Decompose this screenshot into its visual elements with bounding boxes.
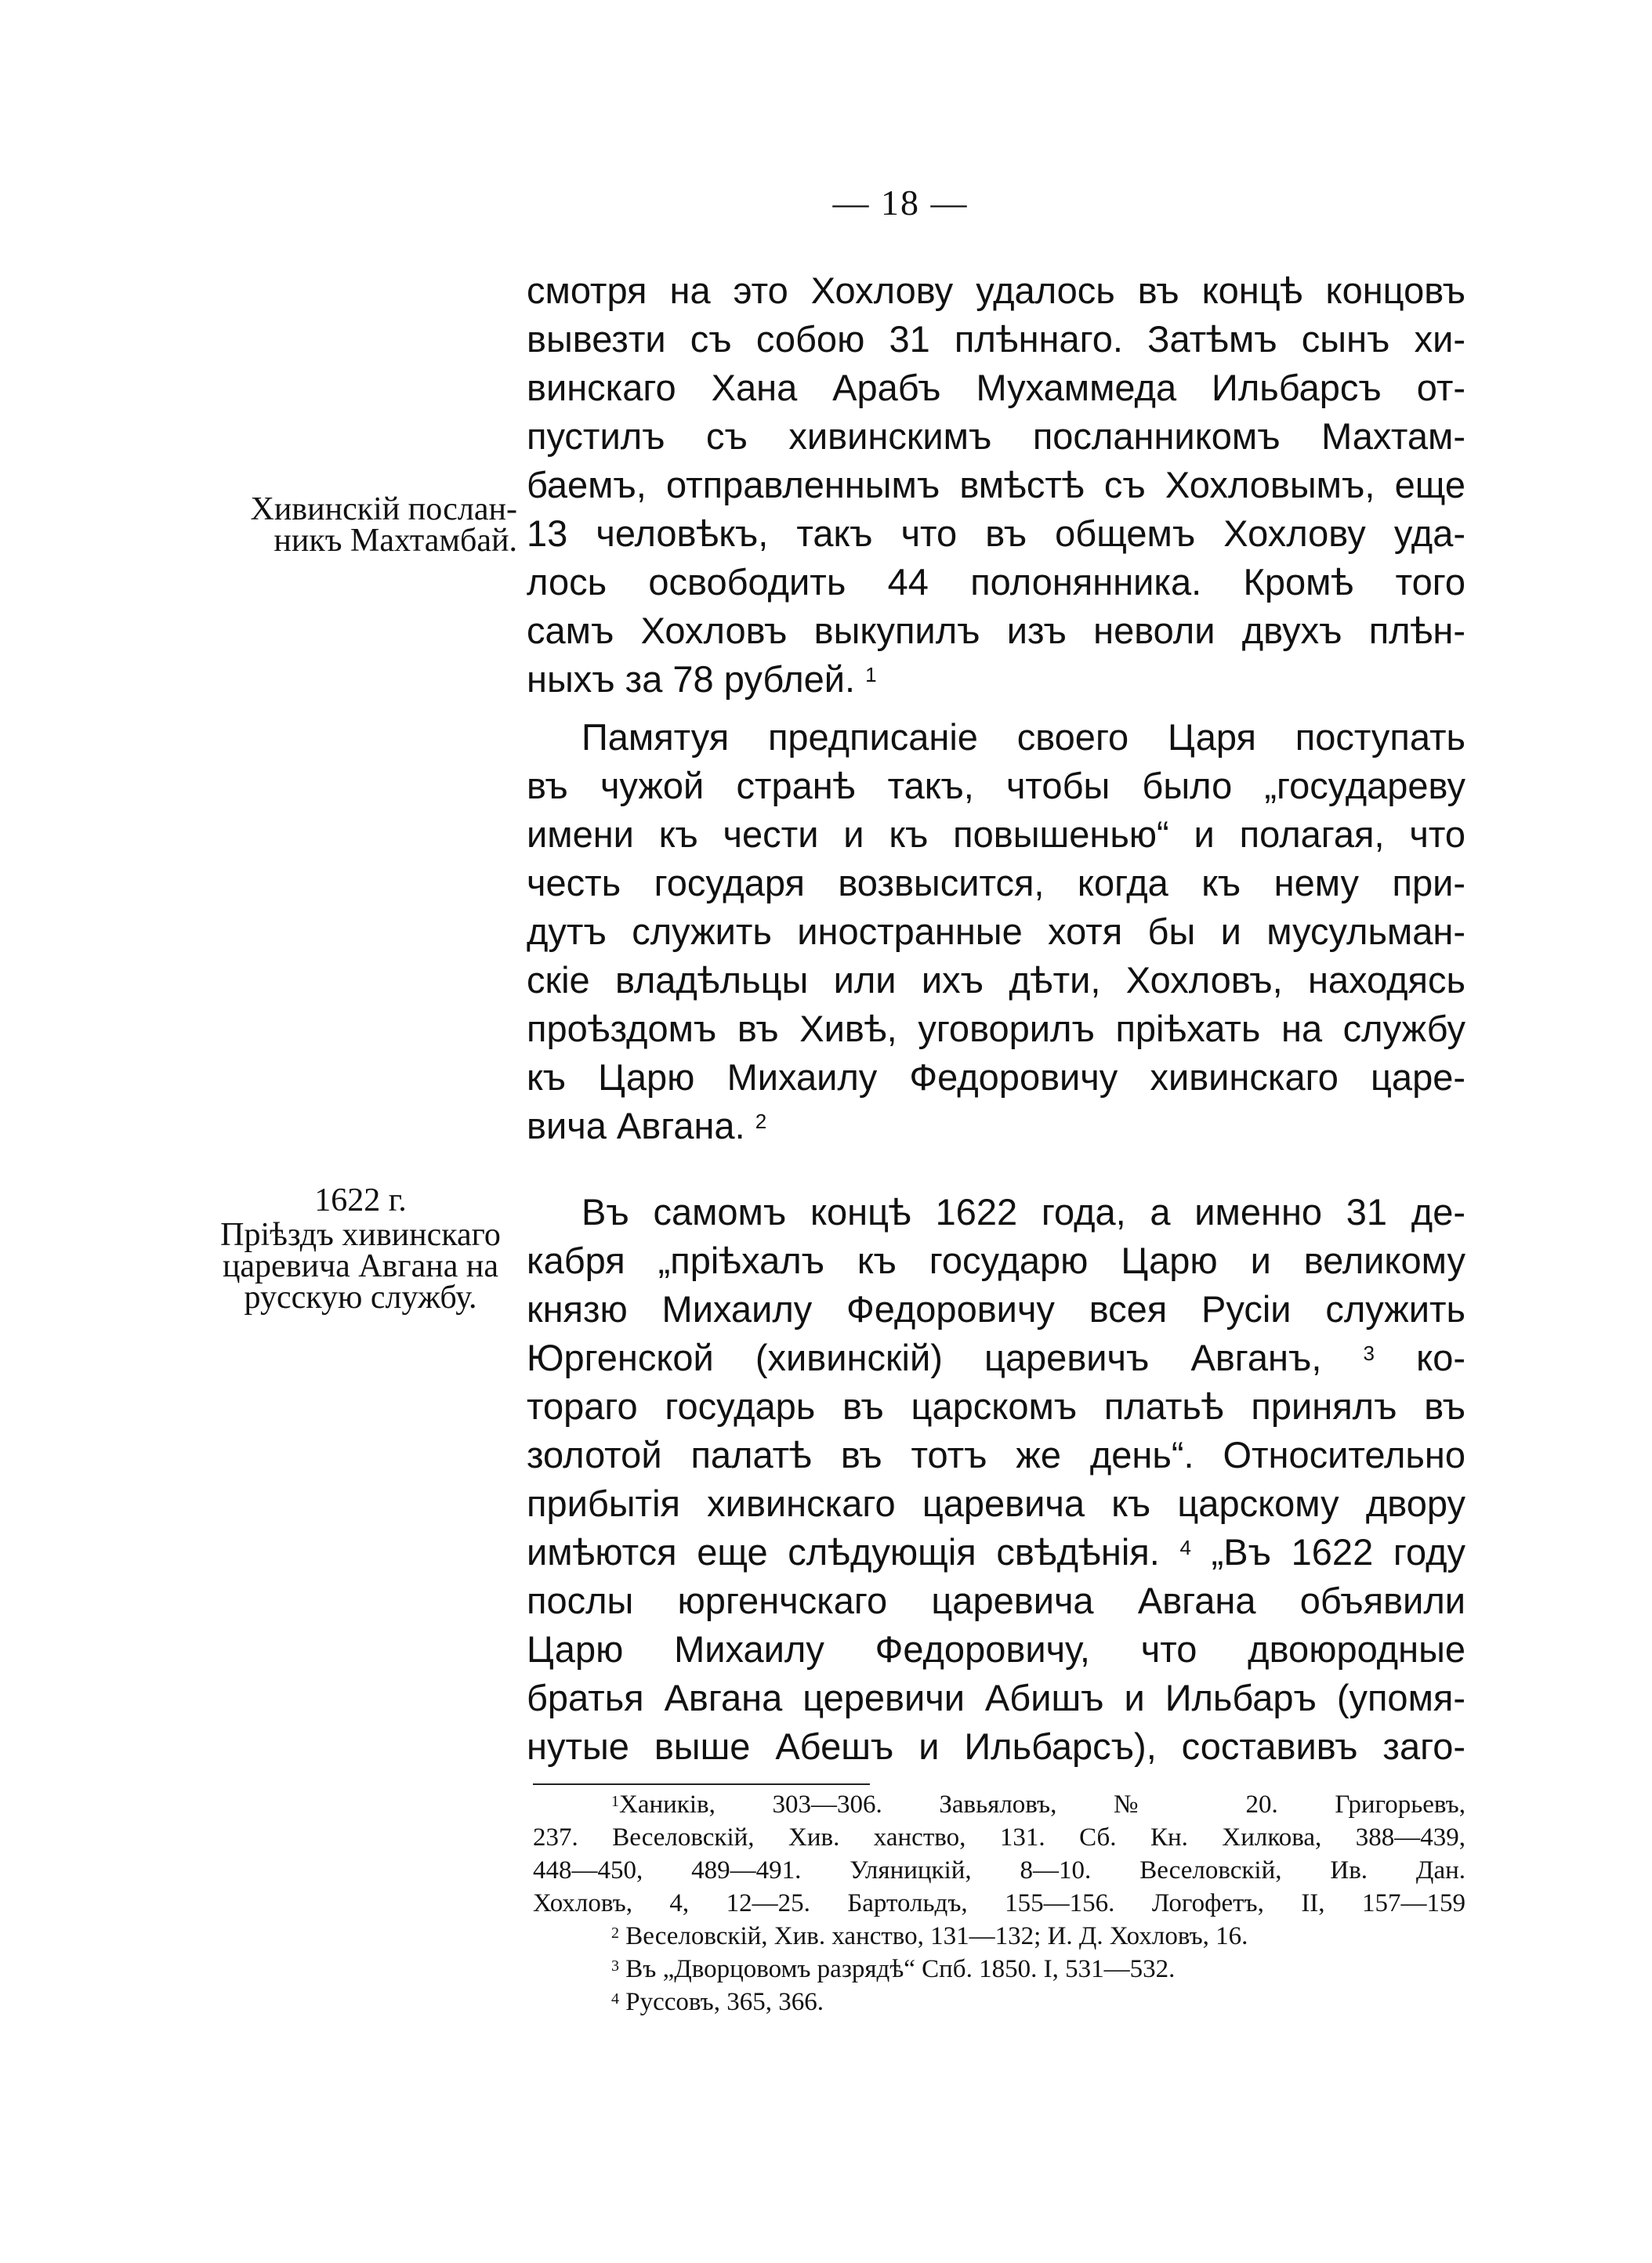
text-fragment: имѣются еще слѣдующія свѣдѣнія. — [527, 1531, 1160, 1573]
footnote-text: Въ „Дворцовомъ разрядѣ“ Спб. 1850. I, 531—532. — [625, 1955, 1176, 1983]
text-line: золотой палатѣ въ тотъ же день“. Относительно — [527, 1434, 1465, 1475]
text-line — [527, 1102, 1465, 1150]
main-text — [527, 266, 1465, 1771]
footnote-1-line: 237. Веселовскій, Хив. ханство, 131. Сб. Кн. Хилкова, 388—439, — [533, 1823, 1465, 1852]
text-line: князю Михаилу Федоровичу всея Русіи служить — [527, 1288, 1465, 1330]
text-fragment: „Въ 1622 году — [1190, 1531, 1466, 1573]
footnote-ref: 3 — [1363, 1342, 1375, 1365]
text-line: смотря на это Хохлову удалось въ концѣ концовъ — [527, 270, 1465, 311]
text-fragment: ко- — [1375, 1337, 1465, 1378]
paragraph-3 — [527, 1188, 1465, 1771]
footnote-number: 2 — [611, 1924, 619, 1942]
margin-note-arrival — [196, 1182, 525, 1316]
text-line: самъ Хохловъ выкупилъ изъ неволи двухъ плѣн- — [527, 610, 1465, 651]
footnotes — [533, 1788, 1465, 2019]
text-line: честь государя возвысится, когда къ нему при- — [527, 862, 1465, 903]
margin-note-line: царевича Авгана на — [222, 1248, 499, 1284]
footnote-text: Руссовъ, 365, 366. — [625, 1988, 824, 2016]
text-line: въ чужой странѣ такъ, чтобы было „государеву — [527, 765, 1465, 806]
margin-note-envoy — [188, 491, 517, 559]
footnote-2 — [533, 1920, 1465, 1953]
text-line: винскаго Хана Арабъ Мухаммеда Ильбарсъ от- — [527, 367, 1465, 408]
text-fragment: вича Авгана. — [527, 1105, 755, 1146]
margin-note-line: Пріѣздъ хивинскаго — [220, 1217, 501, 1253]
text-line: баемъ, отправленнымъ вмѣстѣ съ Хохловымъ, еще — [527, 464, 1465, 505]
footnote-1-line: Хохловъ, 4, 12—25. Бартольдъ, 155—156. Логофетъ, II, 157—159 — [533, 1889, 1465, 1917]
footnote-divider — [533, 1783, 870, 1785]
page-number: — 18 — — [832, 183, 969, 223]
margin-note-year: 1622 г. — [314, 1182, 407, 1218]
text-fragment: Юргенской (хивинскій) царевичъ Авганъ, — [527, 1337, 1322, 1378]
text-line: братья Авгана церевичи Абишъ и Ильбаръ (упомя- — [527, 1677, 1465, 1718]
footnote-4 — [533, 1986, 1465, 2019]
text-line: дутъ служить иностранные хотя бы и мусульман- — [527, 911, 1465, 952]
text-line: тораго государь въ царскомъ платьѣ принялъ въ — [527, 1385, 1465, 1427]
margin-note-line: никъ Махтамбай. — [274, 523, 517, 559]
footnote-number: 4 — [611, 1990, 619, 2008]
text-line: Царю Михаилу Федоровичу, что двоюродные — [527, 1628, 1465, 1670]
text-line: кабря „пріѣхалъ къ государю Царю и великому — [527, 1240, 1465, 1281]
footnote-number: 3 — [611, 1957, 619, 1975]
footnote-text: Хаників, 303—306. Завьяловъ, № 20. Григорьевъ, — [619, 1790, 1465, 1819]
text-line: лось освободить 44 полонянника. Кромѣ того — [527, 561, 1465, 603]
text-line: 13 человѣкъ, такъ что въ общемъ Хохлову уда- — [527, 512, 1465, 554]
footnote-1 — [533, 1788, 1465, 1821]
text-line: скіе владѣльцы или ихъ дѣти, Хохловъ, находясь — [527, 959, 1465, 1001]
text-line: нутые выше Абешъ и Ильбарсъ), составивъ заго- — [527, 1725, 1465, 1767]
text-line: послы юргенчскаго царевича Авгана объявили — [527, 1580, 1465, 1621]
text-line: Въ самомъ концѣ 1622 года, а именно 31 де- — [581, 1191, 1465, 1233]
footnote-3 — [533, 1953, 1465, 1986]
text-line — [527, 1528, 1465, 1577]
text-line — [527, 1334, 1465, 1382]
text-line — [527, 655, 1465, 704]
footnote-ref: 2 — [755, 1110, 767, 1133]
text-line: имени къ чести и къ повышенью“ и полагая, что — [527, 813, 1465, 855]
paragraph-1 — [527, 266, 1465, 704]
footnote-ref: 1 — [865, 663, 877, 686]
text-line: прибытія хивинскаго царевича къ царскому двору — [527, 1483, 1465, 1524]
text-line: пустилъ съ хивинскимъ посланникомъ Махтам- — [527, 415, 1465, 457]
margin-note-line: Хивинскій послан- — [250, 491, 517, 527]
text-line: проѣздомъ въ Хивѣ, уговорилъ пріѣхать на службу — [527, 1008, 1465, 1049]
text-fragment: ныхъ за 78 рублей. — [527, 658, 866, 700]
margin-note-line: русскую службу. — [244, 1280, 477, 1316]
footnote-ref: 4 — [1179, 1536, 1191, 1559]
footnote-number: 1 — [611, 1793, 619, 1810]
text-line: къ Царю Михаилу Федоровичу хивинскаго царе- — [527, 1056, 1465, 1098]
footnote-text: Веселовскій, Хив. ханство, 131—132; И. Д. Хохловъ, 16. — [625, 1922, 1248, 1950]
paragraph-2 — [527, 713, 1465, 1150]
footnote-1-line: 448—450, 489—491. Уляницкій, 8—10. Веселовскій, Ив. Дан. — [533, 1856, 1465, 1885]
text-line: вывезти съ собою 31 плѣннаго. Затѣмъ сынъ хи- — [527, 318, 1465, 360]
text-line: Памятуя предписаніе своего Царя поступать — [581, 716, 1465, 758]
